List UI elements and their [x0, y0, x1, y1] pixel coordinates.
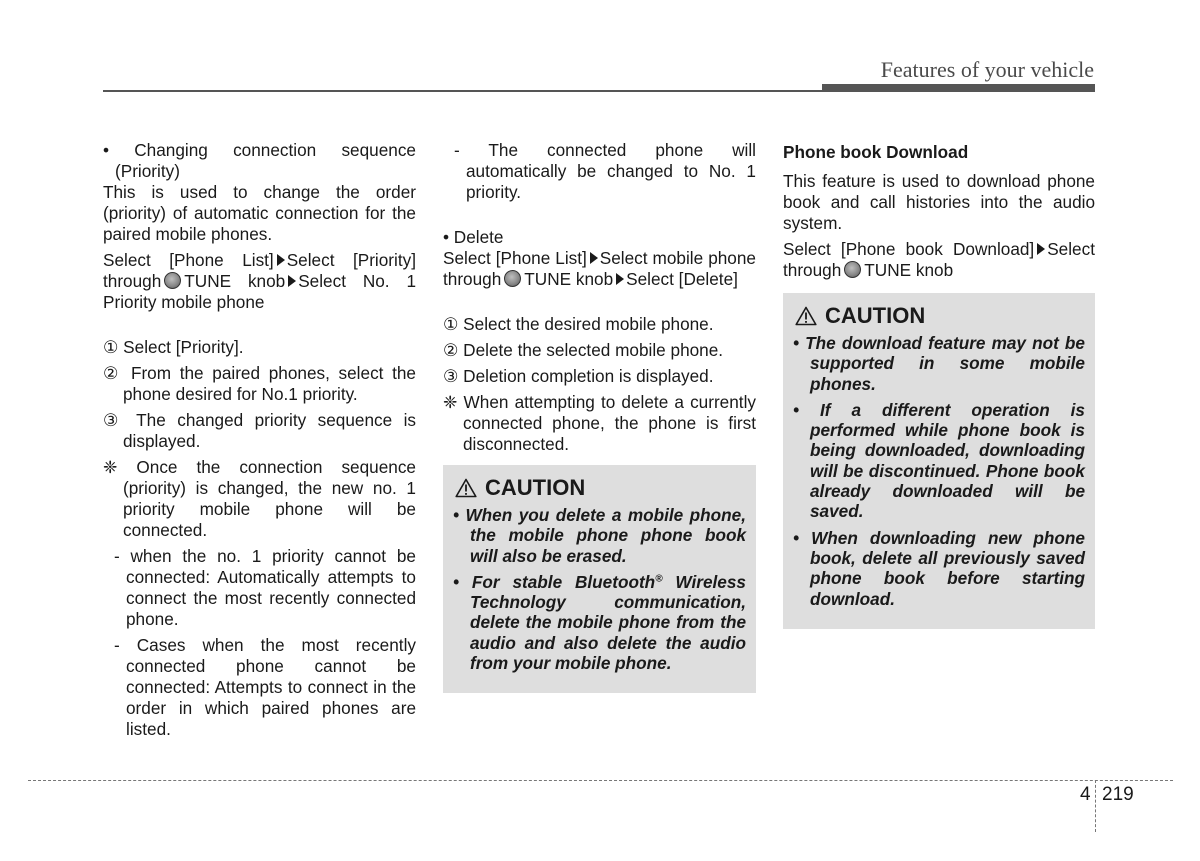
header-rule-accent	[822, 84, 1095, 92]
path-step: Select [Phone List]	[443, 248, 587, 268]
delete-step: ③ Deletion completion is displayed.	[443, 366, 714, 386]
delete-select-path	[443, 248, 756, 290]
priority-subnote: - Cases when the most recently connected phone cannot be connected: Attempts to connect in the order in which paired phones are listed.	[114, 635, 416, 739]
column-right	[783, 140, 1095, 629]
priority-subnote: - The connected phone will automatically be changed to No. 1 priority.	[454, 140, 756, 202]
priority-step: ③ The changed priority sequence is displayed.	[103, 410, 416, 451]
path-step: TUNE knob	[864, 260, 954, 280]
delete-note: ❈ When attempting to delete a currently connected phone, the phone is first disconnected.	[443, 392, 756, 454]
priority-step: ① Select [Priority].	[103, 337, 244, 357]
path-step: Select [Phone book Download]	[783, 239, 1035, 259]
caution-item: • When you delete a mobile phone, the mobile phone phone book will also be erased.	[453, 505, 746, 566]
registered-mark: ®	[655, 573, 663, 585]
caution-box-delete	[443, 465, 756, 693]
warning-triangle-icon	[795, 306, 817, 326]
path-step: Select through	[783, 239, 1095, 280]
priority-subnote: - when the no. 1 priority cannot be connected: Automatically attempts to connect the most recently connected phone.	[114, 546, 416, 629]
path-step: Select [Priority] through	[103, 250, 416, 291]
section-bullet-priority: • Changing connection sequence (Priority)	[103, 140, 416, 181]
warning-triangle-icon	[455, 478, 477, 498]
caution-text: • For stable Bluetooth	[453, 571, 656, 592]
path-step: Select mobile phone through	[443, 248, 756, 289]
priority-description: This is used to change the order (priority) of automatic connection for the paired mobile phones.	[103, 182, 416, 244]
priority-step: ② From the paired phones, select the phone desired for No.1 priority.	[103, 363, 416, 404]
priority-note: ❈ Once the connection sequence (priority) is changed, the new no. 1 priority mobile phone will be connected.	[103, 457, 416, 540]
tune-knob-icon	[164, 272, 181, 289]
delete-step: ② Delete the selected mobile phone.	[443, 340, 724, 360]
arrow-right-icon	[1037, 243, 1045, 255]
caution-heading	[453, 475, 746, 501]
column-left	[103, 140, 416, 740]
footer-divider	[1095, 780, 1096, 832]
page-number: 219	[1102, 784, 1134, 805]
path-step: Select [Phone List]	[103, 250, 274, 270]
section-bullet-delete: • Delete	[443, 227, 504, 247]
caution-item: • When downloading new phone book, delete all previously saved phone book before starting download.	[793, 527, 1085, 609]
caution-item: • The download feature may not be supported in some mobile phones.	[793, 333, 1085, 394]
download-description: This feature is used to download phone book and call histories into the audio system.	[783, 171, 1095, 233]
path-step: TUNE knob	[524, 269, 614, 289]
priority-select-path	[103, 250, 416, 313]
arrow-right-icon	[590, 252, 598, 264]
caution-text: Wireless Technology communication, delete the mobile phone from the audio and also delete the audio from your mobile phone.	[470, 571, 746, 674]
caution-item: • If a different operation is performed while phone book is being downloaded, downloading will be discontinued. Phone book already downloaded will be saved.	[793, 399, 1085, 522]
section-title-download: Phone book Download	[783, 142, 969, 162]
caution-title: CAUTION	[485, 475, 586, 500]
caution-box-download	[783, 293, 1095, 629]
arrow-right-icon	[288, 275, 296, 287]
delete-step: ① Select the desired mobile phone.	[443, 314, 714, 334]
arrow-right-icon	[616, 273, 624, 285]
header-title: Features of your vehicle	[880, 57, 1094, 82]
path-step: Select [Delete]	[626, 269, 738, 289]
chapter-number: 4	[1080, 784, 1091, 805]
tune-knob-icon	[844, 261, 861, 278]
path-step: Select No. 1 Priority mobile phone	[103, 271, 416, 312]
caution-item	[453, 572, 746, 673]
column-middle	[443, 140, 756, 693]
caution-title: CAUTION	[825, 303, 926, 328]
arrow-right-icon	[277, 254, 285, 266]
tune-knob-icon	[504, 270, 521, 287]
path-step: TUNE knob	[184, 271, 286, 291]
footer-rule	[28, 780, 1173, 781]
download-select-path	[783, 239, 1095, 281]
caution-heading	[793, 303, 1085, 329]
